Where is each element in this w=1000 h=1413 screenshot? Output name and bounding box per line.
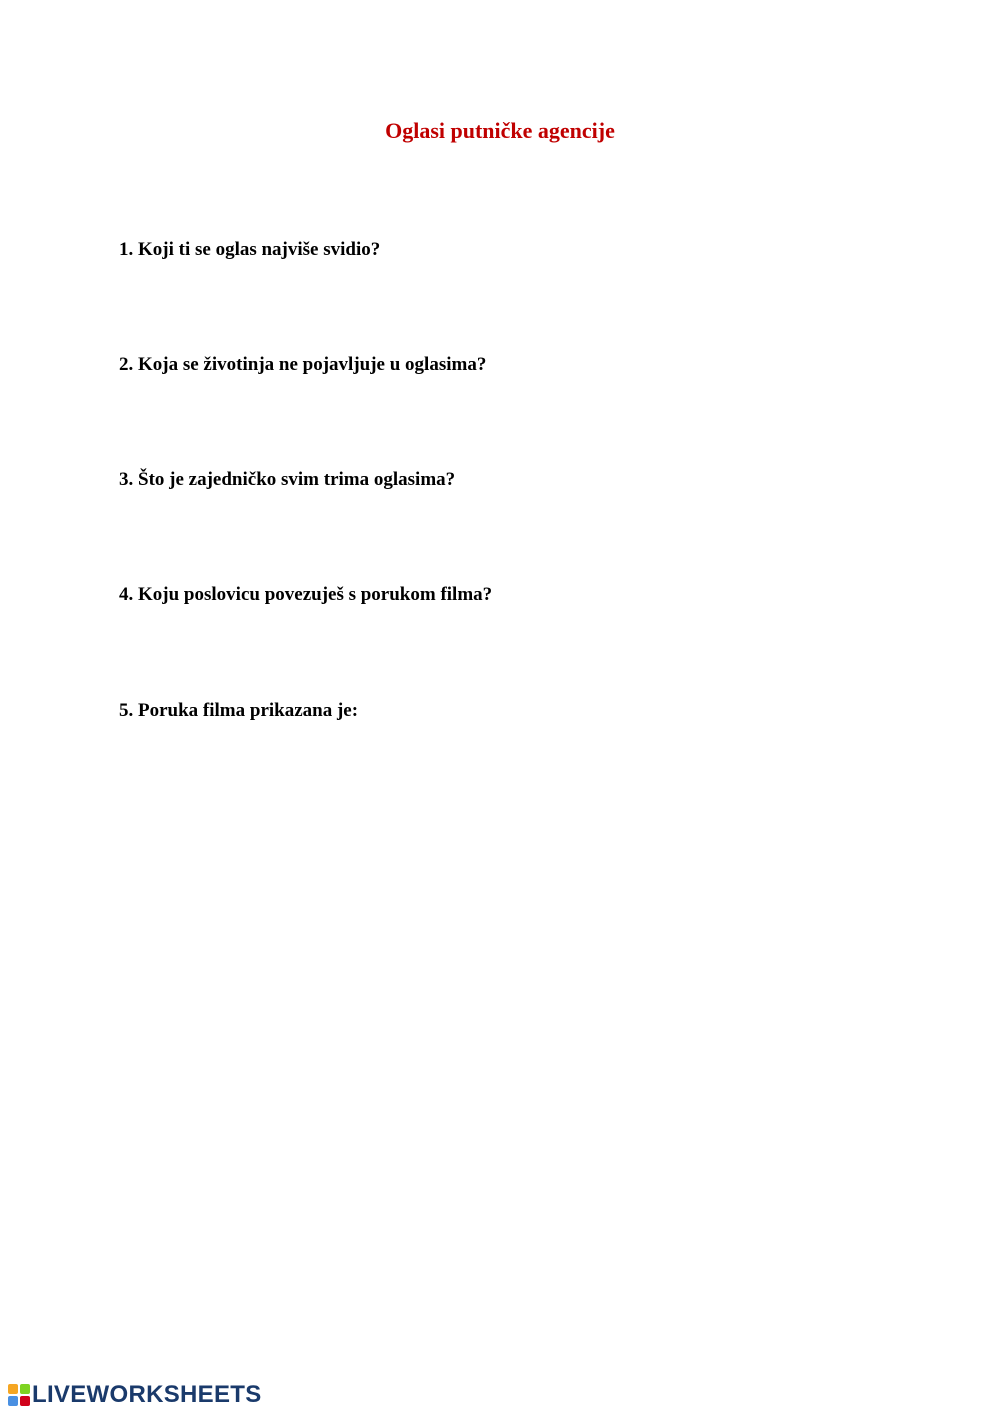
question-2: 2. Koja se životinja ne pojavljuje u oglasima?: [119, 354, 487, 375]
question-5: 5. Poruka filma prikazana je:: [119, 700, 359, 721]
footer-logo[interactable]: [8, 1382, 262, 1408]
question-4: 4. Koju poslovicu povezuješ s porukom filma?: [119, 584, 493, 605]
footer-brand-text: LIVEWORKSHEETS: [32, 1381, 262, 1408]
question-3: 3. Što je zajedničko svim trima oglasima?: [119, 469, 456, 490]
question-1: 1. Koji ti se oglas najviše svidio?: [119, 239, 381, 260]
liveworksheets-logo-icon: [8, 1384, 30, 1406]
page-title: Oglasi putničke agencije: [385, 118, 615, 143]
